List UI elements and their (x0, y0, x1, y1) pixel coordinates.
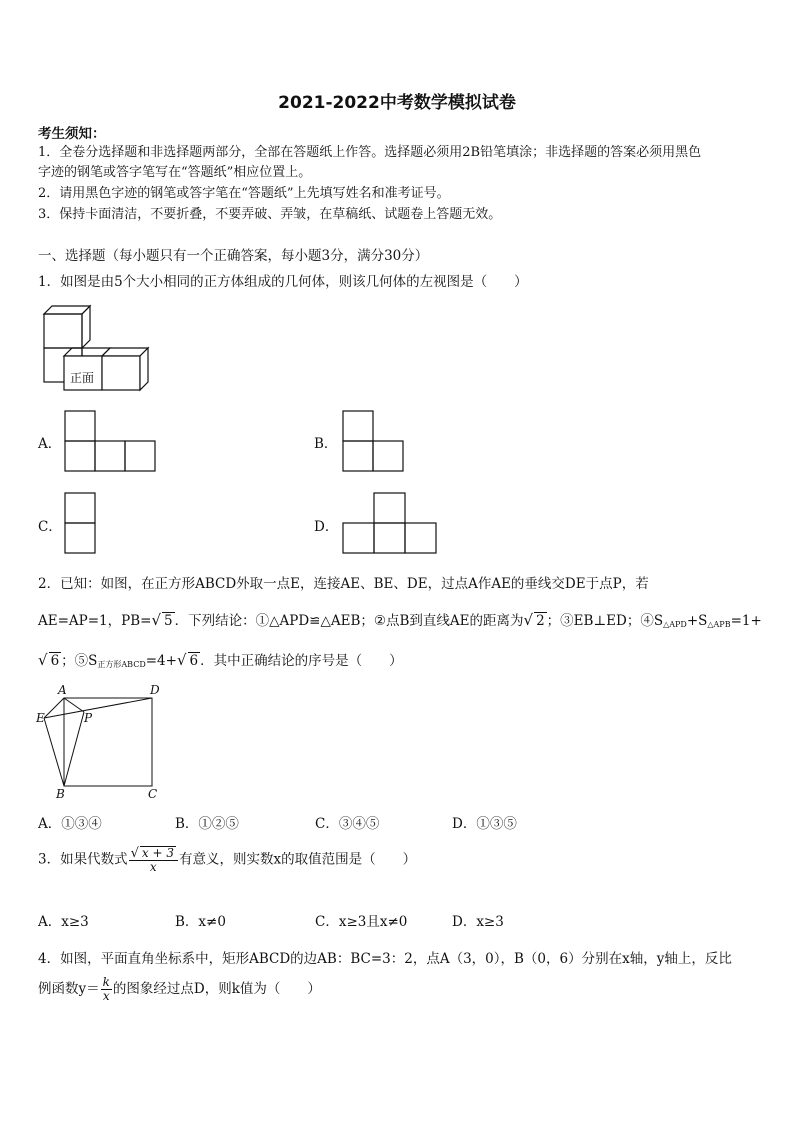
q3-option-b[interactable]: B．x≠0 (175, 914, 226, 930)
notice-heading: 考生须知： (38, 126, 106, 142)
q1-option-d-figure[interactable] (342, 492, 440, 554)
point-e-label: E (36, 711, 45, 725)
q1-option-d-label[interactable]: D． (314, 519, 339, 535)
q2-line-1: 2．已知：如图，在正方形ABCD外取一点E，连接AE、BE、DE，过点A作AE的垂线交DE于点P，若 (38, 576, 649, 592)
notice-item-2: 2．请用黑色字迹的钢笔或答字笔在“答题纸”上先填写姓名和准考证号。 (38, 186, 450, 201)
q3-stem: 3．如果代数式 $\frac{√ x + 3}{x}$ 有意义，则实数x的取值范围是（ ） (38, 846, 417, 874)
point-c-label: C (148, 787, 158, 801)
q1-cube-figure (40, 300, 150, 392)
q1-option-c-label[interactable]: C． (38, 519, 62, 535)
q4-line-1: 4．如图，平面直角坐标系中，矩形ABCD的边AB：BC=3：2，点A（3，0），B（0，6）分别在x轴，y轴上，反比 (38, 951, 732, 967)
point-b-label: B (56, 787, 65, 801)
q2-line-3: √ 6 ；$⑤S_{正方形ABCD}=4+√$ 6 ．其中正确结论的序号是（ ） (38, 651, 403, 669)
q2-line-2: AE=AP=1，PB=√ 5 ．下列结论：①△APD≌△AEB；②点B到直线AE的距离为√ 2 ；③EB⊥ED；$④S_{\triangle APD}+S_{\triangle APB}=1+$ (38, 611, 762, 629)
q2-square-figure (36, 682, 166, 800)
q1-option-a-label[interactable]: A． (38, 436, 62, 452)
notice-item-3: 3．保持卡面清洁，不要折叠，不要弄破、弄皱，在草稿纸、试题卷上答题无效。 (38, 207, 502, 222)
point-a-label: A (58, 683, 67, 697)
q1-option-b-figure[interactable] (342, 410, 406, 472)
notice-item-1a: 1．全卷分选择题和非选择题两部分，全部在答题纸上作答。选择题必须用2B铅笔填涂；非选择题的答案必须用黑色 (38, 145, 702, 160)
section-heading: 一、选择题（每小题只有一个正确答案，每小题3分，满分30分） (38, 248, 429, 264)
point-d-label: D (150, 683, 160, 697)
q2-option-a[interactable]: A．①③④ (38, 816, 102, 832)
q1-option-a-figure[interactable] (64, 410, 158, 472)
q4-line-2: 例函数y＝ $\frac{k}{x}$ 的图象经过点D，则k值为（ ） (38, 975, 321, 1003)
page-title: 2021-2022中考数学模拟试卷 (278, 93, 516, 113)
q1-stem: 1．如图是由5个大小相同的正方体组成的几何体，则该几何体的左视图是（ ） (38, 274, 528, 290)
notice-item-1b: 字迹的钢笔或答字笔写在“答题纸”相应位置上。 (38, 165, 312, 180)
q3-option-a[interactable]: A．x≥3 (38, 914, 89, 930)
front-label: 正面 (70, 371, 95, 385)
point-p-label: P (84, 711, 93, 725)
q1-option-b-label[interactable]: B． (314, 436, 338, 452)
q2-option-b[interactable]: B．①②⑤ (175, 816, 239, 832)
q3-option-c[interactable]: C．x≥3且x≠0 (315, 914, 408, 930)
q3-option-d[interactable]: D．x≥3 (452, 914, 504, 930)
q2-option-d[interactable]: D．①③⑤ (452, 816, 517, 832)
q1-option-c-figure[interactable] (64, 492, 98, 554)
q2-option-c[interactable]: C．③④⑤ (315, 816, 380, 832)
